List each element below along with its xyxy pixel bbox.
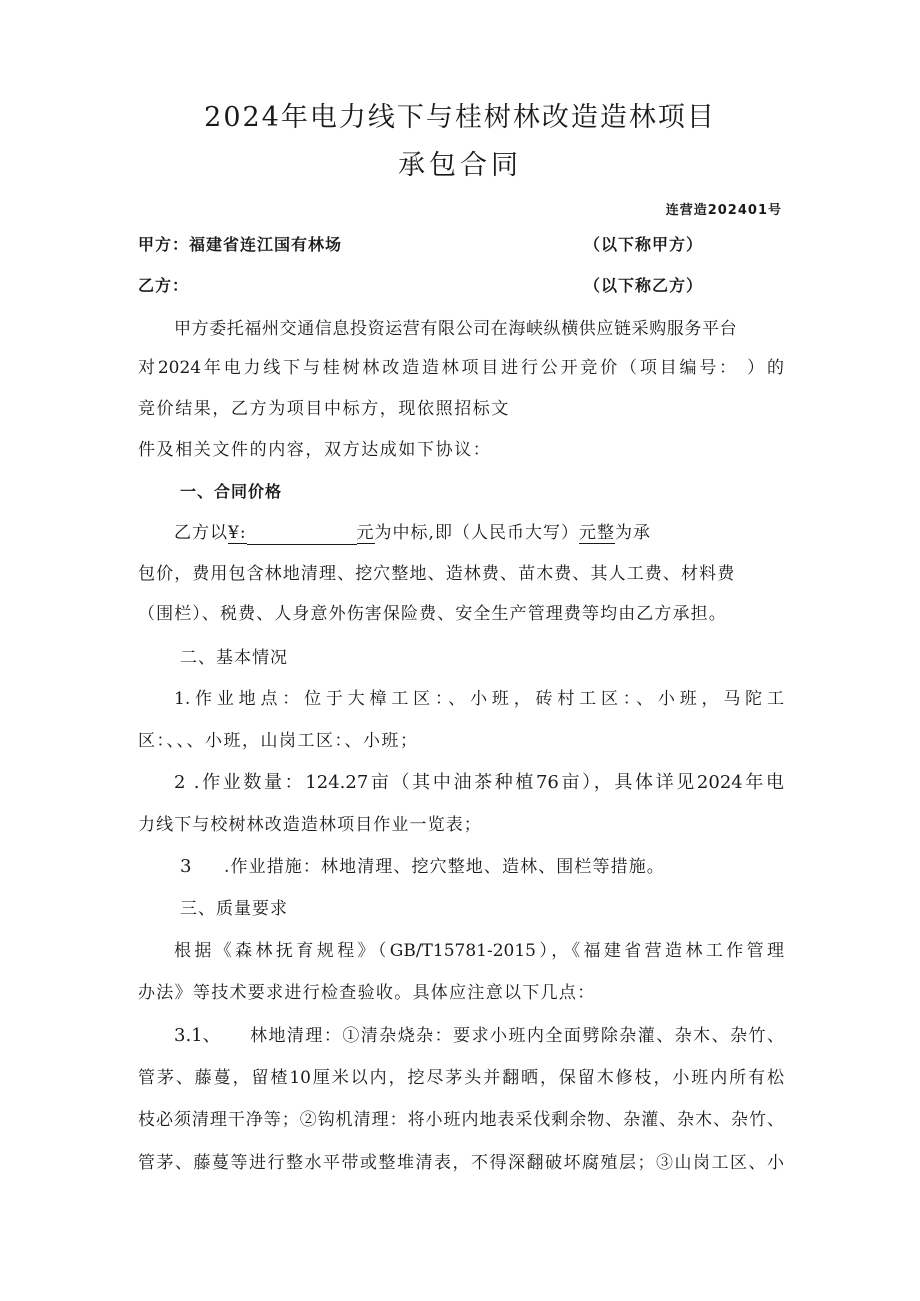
clause-3-1-line-4: 管茅、藤蔓等进行整水平带或整堆清表，不得深翻破坏腐殖层；③山岗工区、小 <box>138 1153 784 1173</box>
clause-3-1-line-2: 管茅、藤蔓，留楂10厘米以内，挖尽茅头并翻晒，保留木修枝，小班内所有松 <box>138 1068 784 1088</box>
party-a-note: （以下称甲方） <box>584 235 704 254</box>
clause-3-1-line-3: 枝必须清理干净等；②钩机清理：将小班内地表采伐剩余物、杂灌、杂木、杂竹、 <box>138 1110 784 1130</box>
clause-3-1-number: 3.1、 <box>174 1025 221 1046</box>
measures-number: 3 <box>180 856 192 877</box>
location-line-1: 1.作业地点：位于大樟工区：、小班，砖村工区：、小班，马陀工 <box>174 689 784 709</box>
party-a-label: 甲方：福建省连江国有林场 <box>138 235 343 254</box>
measures-text: .作业措施：林地清理、挖穴整地、造林、围栏等措施。 <box>224 857 665 877</box>
quantity-line-1: 2 .作业数量：124.27亩（其中油茶种植76亩），具体详见2024年电 <box>174 772 784 793</box>
price-line-3: （围栏）、税费、人身意外伤害保险费、安全生产管理费等均由乙方承担。 <box>138 604 727 624</box>
price-line <box>174 522 651 545</box>
price-suffix: 为承 <box>614 523 651 543</box>
price-middle: 为中标,即（人民币大写） <box>374 523 579 543</box>
quality-line-1: 根据《森林抚育规程》（GB/T15781-2015），《福建省营造林工作管理 <box>174 941 784 961</box>
location-line-2: 区：、、、小班，山岗工区：、小班； <box>138 731 419 751</box>
intro-line-3: 竞价结果，乙方为项目中标方，现依照招标文 <box>138 399 510 419</box>
party-b-label: 乙方： <box>138 276 190 295</box>
intro-line-2: 对2024年电力线下与桂树林改造造林项目进行公开竞价（项目编号： ）的 <box>138 358 784 378</box>
price-yen: ¥: <box>228 523 247 543</box>
intro-line-4: 件及相关文件的内容，双方达成如下协议： <box>138 440 492 460</box>
price-zheng: 元整 <box>578 523 615 543</box>
quantity-line-2: 力线下与校树林改造造林项目作业一览表； <box>138 815 482 835</box>
quality-line-2: 办法》等技术要求进行检查验收。具体应注意以下几点： <box>138 983 596 1003</box>
price-amount-blank <box>247 526 357 545</box>
intro-line-1: 甲方委托福州交通信息投资运营有限公司在海峡纵横供应链采购服务平台 <box>174 319 738 339</box>
document-subtitle: 承包合同 <box>398 150 522 181</box>
contract-number: 连营造202401号 <box>665 203 782 218</box>
section-2-heading: 二、基本情况 <box>180 648 288 668</box>
section-3-heading: 三、质量要求 <box>180 899 288 919</box>
price-prefix: 乙方以 <box>174 523 228 543</box>
party-b-note: （以下称乙方） <box>584 276 704 295</box>
price-line-2: 包价，费用包含林地清理、挖穴整地、造林费、苗木费、其人工费、材料费 <box>138 564 736 584</box>
document-title: 2024年电力线下与桂树林改造造林项目 <box>204 102 716 133</box>
clause-3-1-line-1: 林地清理：①清杂烧杂：要求小班内全面劈除杂灌、杂木、杂竹、 <box>250 1026 784 1046</box>
price-yuan: 元 <box>356 523 375 543</box>
section-1-heading: 一、合同价格 <box>180 482 283 501</box>
